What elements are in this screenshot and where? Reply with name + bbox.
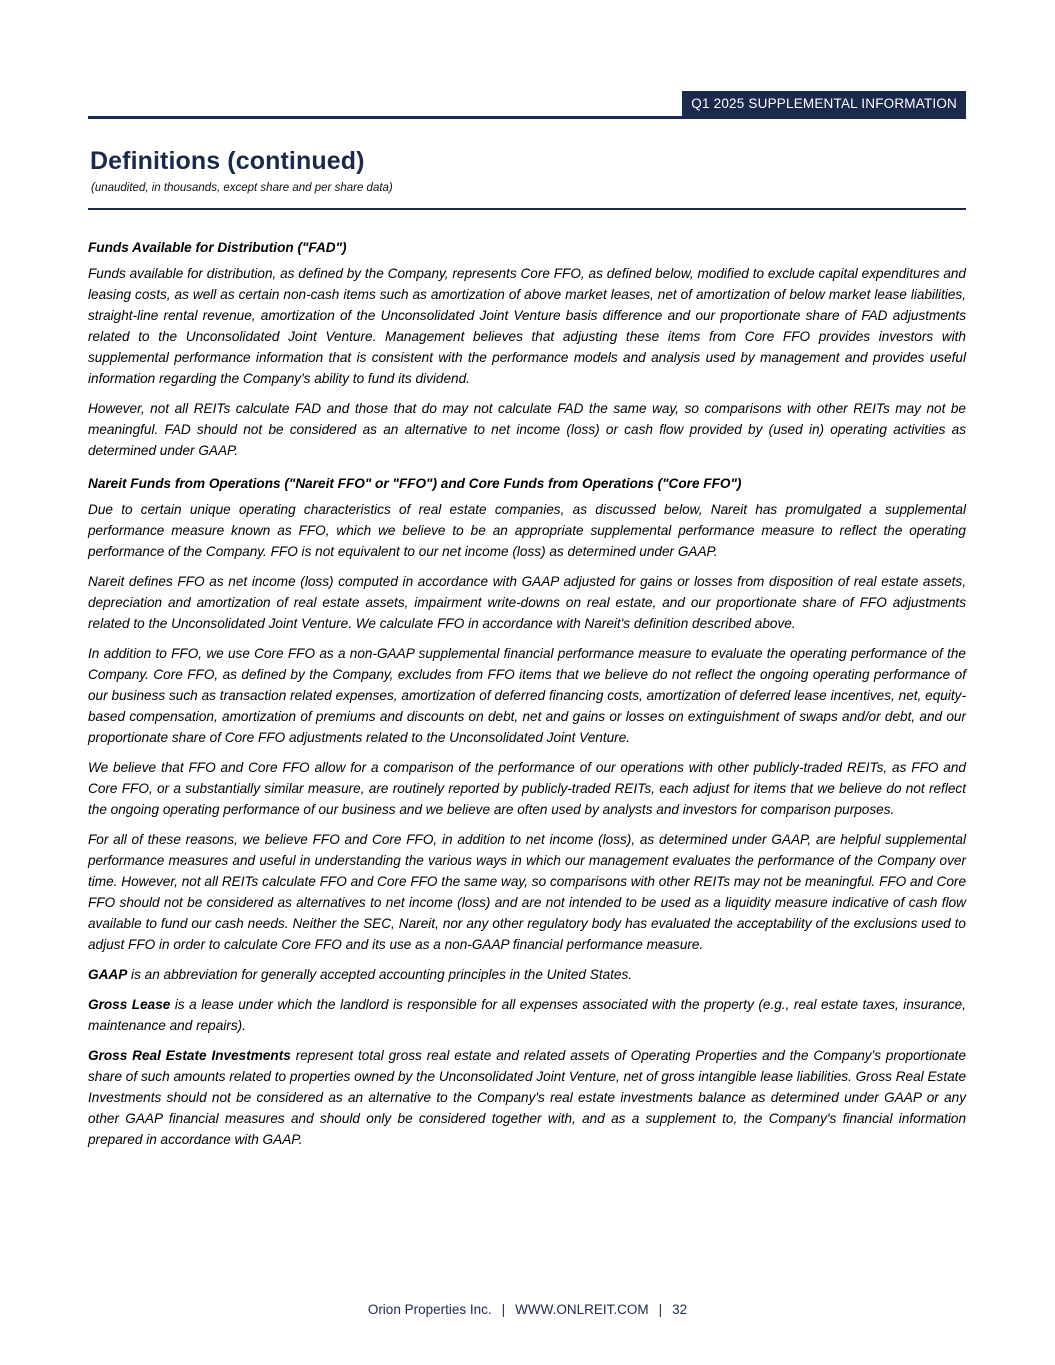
definition-paragraph: For all of these reasons, we believe FFO and Core FFO, in addition to net income (loss), as determined under GAAP, are helpful supplemental performance measures and useful in understanding the various ways in which our management evaluates the performance of the Company over time. However, not all REITs calculate FFO and Core FFO the same way, so comparisons with other REITs may not be meaningful. FFO and Core FFO should not be considered as alternatives to net income (loss) and are not intended to be used as a liquidity measure indicative of cash flow available to fund our cash needs. Neither the SEC, Nareit, nor any other regulatory body has evaluated the acceptability of the exclusions used to adjust FFO in order to calculate Core FFO and its use as a non-GAAP financial performance measure.: [88, 831, 966, 952]
definition-heading: Funds Available for Distribution ("FAD"): [88, 239, 347, 255]
definition-paragraph: Gross Lease is a lease under which the landlord is responsible for all expenses associated with the property (e.g., real estate taxes, insurance, maintenance and repairs).: [88, 996, 967, 1033]
definitions-content: [88, 237, 966, 1150]
definition-paragraph: Funds available for distribution, as defined by the Company, represents Core FFO, as defined below, modified to exclude capital expenditures and leasing costs, as well as certain non-cash items such as amortization of above market leases, net of amortization of below market lease liabilities, straight-line rental revenue, amortization of the Unconsolidated Joint Venture basis difference and our proportionate share of FAD adjustments related to the Unconsolidated Joint Venture. Management believes that adjusting these items from Core FFO provides investors with supplemental performance information that is consistent with the performance models and analysis used by management and provides useful information regarding the Company's ability to fund its dividend.: [88, 265, 966, 386]
definition-term: Gross Real Estate Investments: [88, 1047, 291, 1063]
footer-separator: |: [501, 1302, 506, 1317]
footer-page-number: 32: [672, 1302, 688, 1317]
page-title: Definitions (continued): [90, 146, 365, 175]
definition-paragraph: Gross Real Estate Investments represent total gross real estate and related assets of Operating Properties and the Company's proportionate share of such amounts related to properties owned by the Unconsolidated Joint Venture, net of gross intangible lease liabilities. Gross Real Estate Investments should not be considered as an alternative to the Company's real estate investments balance as determined under GAAP or any other GAAP financial measures and should only be considered together with, and as a supplement to, the Company's financial information prepared in accordance with GAAP.: [88, 1047, 966, 1147]
page-footer: [0, 1302, 1055, 1317]
title-divider: [88, 208, 966, 210]
definition-paragraph: We believe that FFO and Core FFO allow for a comparison of the performance of our operations with other publicly-traded REITs, as FFO and Core FFO, or a substantially similar measure, are routinely reported by publicly-traded REITs, each adjust for items that we believe do not reflect the ongoing operating performance of our business and we believe are often used by analysts and investors for comparison purposes.: [88, 759, 966, 817]
footer-separator: |: [658, 1302, 663, 1317]
page-subtitle: (unaudited, in thousands, except share and per share data): [91, 181, 393, 194]
definition-term: GAAP: [88, 966, 128, 982]
definition-term: Gross Lease: [88, 996, 171, 1012]
definition-heading: Nareit Funds from Operations ("Nareit FFO" or "FFO") and Core Funds from Operations ("Core FFO"): [88, 475, 742, 491]
footer-website: WWW.ONLREIT.COM: [515, 1302, 649, 1317]
definition-paragraph: In addition to FFO, we use Core FFO as a non-GAAP supplemental financial performance measure to evaluate the operating performance of the Company. Core FFO, as defined by the Company, excludes from FFO items that we believe do not reflect the ongoing operating performance of our business such as transaction related expenses, amortization of deferred financing costs, amortization of deferred lease incentives, net, equity-based compensation, amortization of premiums and discounts on debt, net and gains or losses on extinguishment of swaps and/or debt, and our proportionate share of Core FFO adjustments related to the Unconsolidated Joint Venture.: [88, 645, 966, 745]
definition-paragraph: However, not all REITs calculate FAD and those that do may not calculate FAD the same way, so comparisons with other REITs may not be meaningful. FAD should not be considered as an alternative to net income (loss) or cash flow provided by (used in) operating activities as determined under GAAP.: [88, 400, 966, 458]
header-rule: [88, 91, 966, 119]
definition-paragraph: Due to certain unique operating characteristics of real estate companies, as discussed below, Nareit has promulgated a supplemental performance measure known as FFO, which we believe to be an appropriate supplemental performance measure to reflect the operating performance of the Company. FFO is not equivalent to our net income (loss) as determined under GAAP.: [88, 501, 966, 559]
definition-paragraph: GAAP is an abbreviation for generally accepted accounting principles in the United States.: [88, 966, 633, 982]
supplemental-information-banner: Q1 2025 SUPPLEMENTAL INFORMATION: [682, 91, 966, 116]
definition-paragraph: Nareit defines FFO as net income (loss) computed in accordance with GAAP adjusted for gains or losses from disposition of real estate assets, depreciation and amortization of real estate assets, impairment write-downs on real estate, and our proportionate share of FFO adjustments related to the Unconsolidated Joint Venture. We calculate FFO in accordance with Nareit's definition described above.: [88, 573, 966, 631]
footer-company: Orion Properties Inc.: [367, 1302, 492, 1317]
